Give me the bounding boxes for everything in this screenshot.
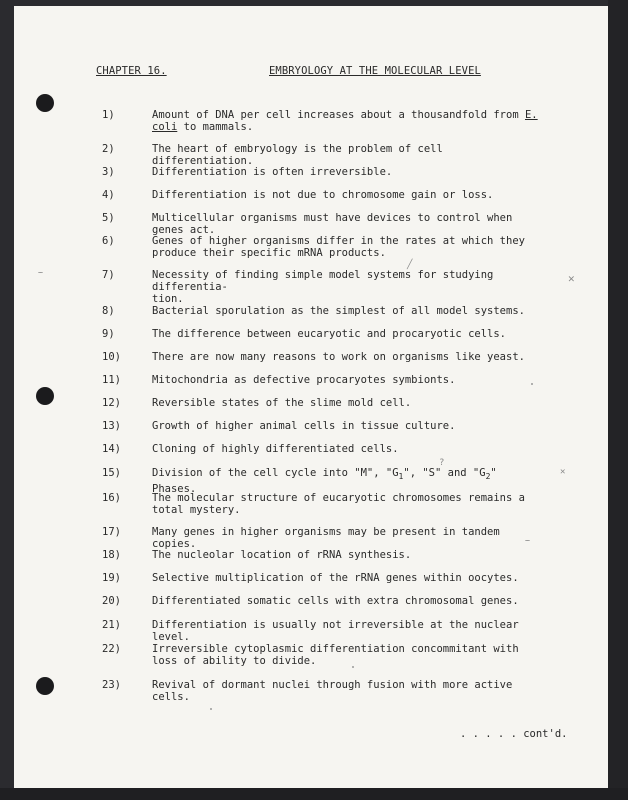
item-text: Irreversible cytoplasmic differentiation concommitant with loss of ability to divide. [152, 643, 519, 667]
item-number: 14) [102, 443, 121, 455]
speck-icon [210, 708, 212, 710]
page-shadow-right [608, 0, 628, 800]
item-text: Multicellular organisms must have devices to control when genes act. [152, 212, 513, 236]
pencil-x-icon: ✕ [568, 272, 575, 285]
item-number: 23) [102, 679, 121, 691]
item-number: 22) [102, 643, 121, 655]
item-text: Necessity of finding simple model systems for studying differentia- tion. [152, 269, 494, 305]
item-number: 13) [102, 420, 121, 432]
pencil-dash-icon [38, 272, 43, 273]
item-number: 6) [102, 235, 115, 247]
item-text: Genes of higher organisms differ in the rates at which they produce their specific mRNA products. [152, 235, 525, 259]
item-number: 3) [102, 166, 115, 178]
item-text: There are now many reasons to work on organisms like yeast. [152, 351, 525, 363]
item-text: The difference between eucaryotic and procaryotic cells. [152, 328, 507, 340]
continued-note: . . . . . cont'd. [460, 728, 568, 740]
item-text: Amount of DNA per cell increases about a thousandfold from E. coli to mammals. [152, 109, 538, 133]
pencil-x-icon: ✕ [560, 467, 566, 477]
item-number: 10) [102, 351, 121, 363]
item-text: Selective multiplication of the rRNA genes within oocytes. [152, 572, 519, 584]
item-number: 18) [102, 549, 121, 561]
item-text: Differentiation is usually not irreversible at the nuclear level. [152, 619, 519, 643]
item-number: 5) [102, 212, 115, 224]
organism-name: E. coli [152, 109, 538, 133]
item-number: 7) [102, 269, 115, 281]
item-text: The nucleolar location of rRNA synthesis. [152, 549, 412, 561]
item-text: Differentiation is often irreversible. [152, 166, 393, 178]
item-number: 17) [102, 526, 121, 538]
page-shadow-bottom [0, 788, 628, 800]
pencil-slash-icon: ╱ [407, 260, 413, 270]
punch-hole-icon [36, 387, 54, 405]
pencil-question-icon: ? [439, 458, 445, 468]
item-number: 9) [102, 328, 115, 340]
item-text: Reversible states of the slime mold cell. [152, 397, 412, 409]
item-number: 19) [102, 572, 121, 584]
item-text: The heart of embryology is the problem of cell differentiation. [152, 143, 443, 167]
item-number: 12) [102, 397, 121, 409]
chapter-label: CHAPTER 16. [96, 65, 167, 77]
item-number: 1) [102, 109, 115, 121]
item-number: 2) [102, 143, 115, 155]
item-number: 16) [102, 492, 121, 504]
item-text: Differentiated somatic cells with extra chromosomal genes. [152, 595, 519, 607]
speck-icon [352, 666, 354, 668]
document-page [14, 6, 608, 788]
item-number: 8) [102, 305, 115, 317]
item-number: 15) [102, 467, 121, 479]
item-text: The molecular structure of eucaryotic chromosomes remains a total mystery. [152, 492, 525, 516]
page-title: EMBRYOLOGY AT THE MOLECULAR LEVEL [269, 65, 481, 77]
punch-hole-icon [36, 94, 54, 112]
item-number: 11) [102, 374, 121, 386]
item-text: Revival of dormant nuclei through fusion with more active cells. [152, 679, 513, 703]
item-text: Differentiation is not due to chromosome gain or loss. [152, 189, 494, 201]
pencil-dash-icon [525, 540, 530, 541]
item-text: Mitochondria as defective procaryotes symbionts. [152, 374, 456, 386]
item-number: 20) [102, 595, 121, 607]
item-number: 21) [102, 619, 121, 631]
item-text: Cloning of highly differentiated cells. [152, 443, 399, 455]
item-text: Many genes in higher organisms may be present in tandem copies. [152, 526, 500, 550]
item-number: 4) [102, 189, 115, 201]
item-text: Division of the cell cycle into "M", "$G_1$", "S" and "$G_2$" Phases. [152, 467, 497, 495]
item-text: Growth of higher animal cells in tissue culture. [152, 420, 456, 432]
item-text: Bacterial sporulation as the simplest of all model systems. [152, 305, 525, 317]
punch-hole-icon [36, 677, 54, 695]
speck-icon [531, 383, 533, 385]
